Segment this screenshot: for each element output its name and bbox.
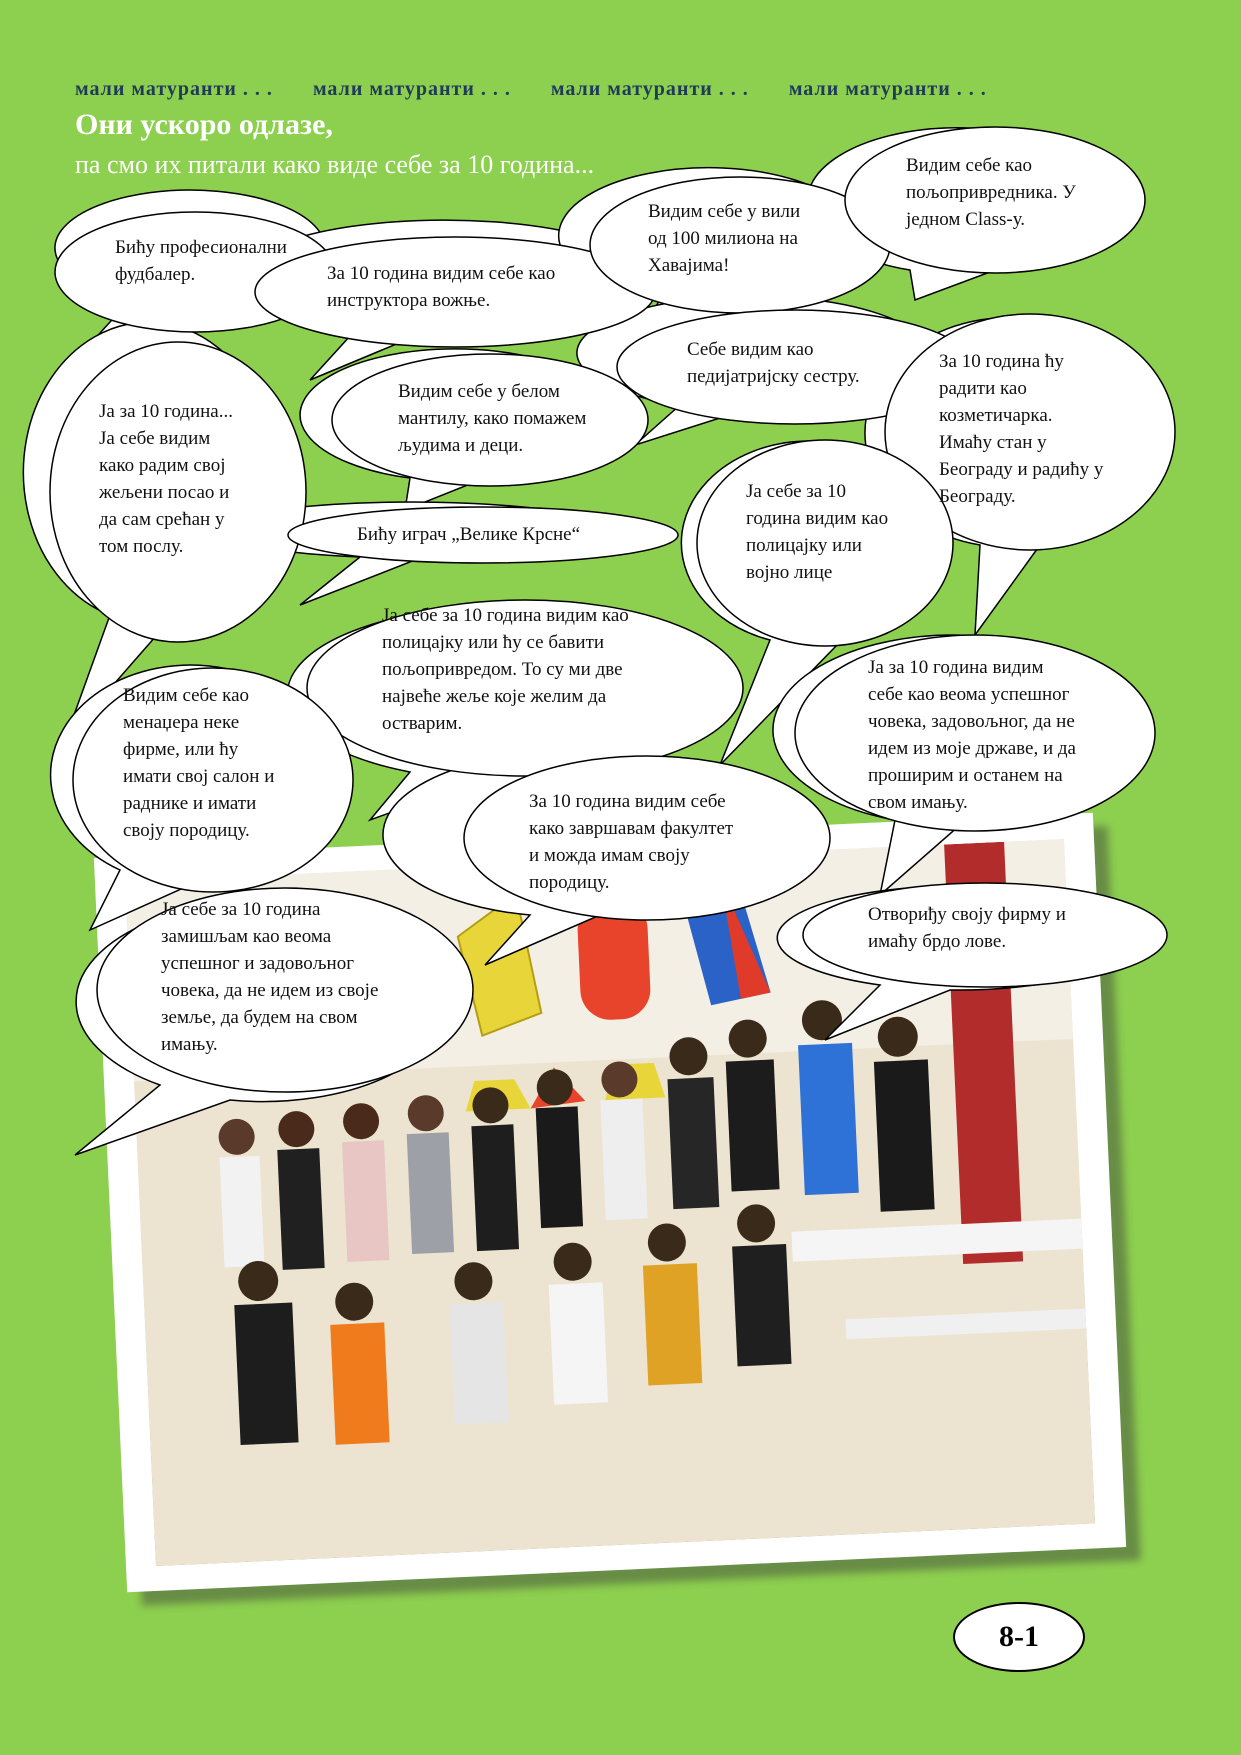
bubble-15-text: Ја себе за 10 година замишљам као веома успешног и задовољног човека, да не идем из своје земље, да будем на свом имању. xyxy=(161,899,379,1055)
bubble-6-text: Себе видим као педијатријску сестру. xyxy=(687,339,860,387)
bubble-14-text: За 10 година видим себе како завршавам факултет и можда имам своју породицу. xyxy=(529,791,734,893)
bubble-7-text: За 10 година ћу радити као козметичарка. Имаћу стан у Београду и радићу у Београду. xyxy=(939,351,1104,507)
bubble-5-text: Видим себе у белом мантилу, како помажем људима и деци. xyxy=(398,381,587,456)
bubble-8-text: Ја за 10 година... Ја себе видим како радим свој жељени посао и да сам срећан у том послу. xyxy=(99,401,233,557)
bubble-4-text: Видим себе као пољопривредника. У једном Class-у. xyxy=(906,155,1076,230)
bubble-2-text: За 10 година видим себе као инструктора вожње. xyxy=(327,263,556,311)
bubble-12-text: Видим себе као менаџера неке фирме, или ћу имати свој салон и раднике и имати своју породицу. xyxy=(123,685,275,841)
header-label: мали матуранти . . . xyxy=(312,78,511,100)
page-title: Они ускоро одлазе, xyxy=(75,108,333,141)
header-label: мали матуранти . . . xyxy=(550,78,749,100)
page-number: 8-1 xyxy=(953,1602,1085,1672)
bubble-10-text: Ја себе за 10 година видим као полицајку или војно лице xyxy=(746,481,889,583)
page-subtitle: па смо их питали како виде себе за 10 година... xyxy=(75,150,595,179)
header-label: мали матуранти . . . xyxy=(788,78,987,100)
bubble-3-text: Видим себе у вили од 100 милиона на Хавајима! xyxy=(648,201,801,276)
bubble-1-text: Бићу професионални фудбалер. xyxy=(115,237,287,285)
bubble-13-text: Ја за 10 година видим себе као веома успешног човека, задовољног, да не идем из моје државе, и да проширим и останем на свом имању. xyxy=(868,657,1076,813)
header-label: мали матуранти . . . xyxy=(75,78,273,100)
bubble-11-text: Ја себе за 10 година видим као полицајку или ћу се бавити пољопривредом. То су ми две највеће жеље које желим да остварим. xyxy=(382,605,629,734)
bubble-9-text: Бићу играч „Велике Крсне“ xyxy=(357,524,581,545)
bubble-16-text: Отвориђу своју фирму и имаћу брдо лове. xyxy=(868,904,1066,952)
